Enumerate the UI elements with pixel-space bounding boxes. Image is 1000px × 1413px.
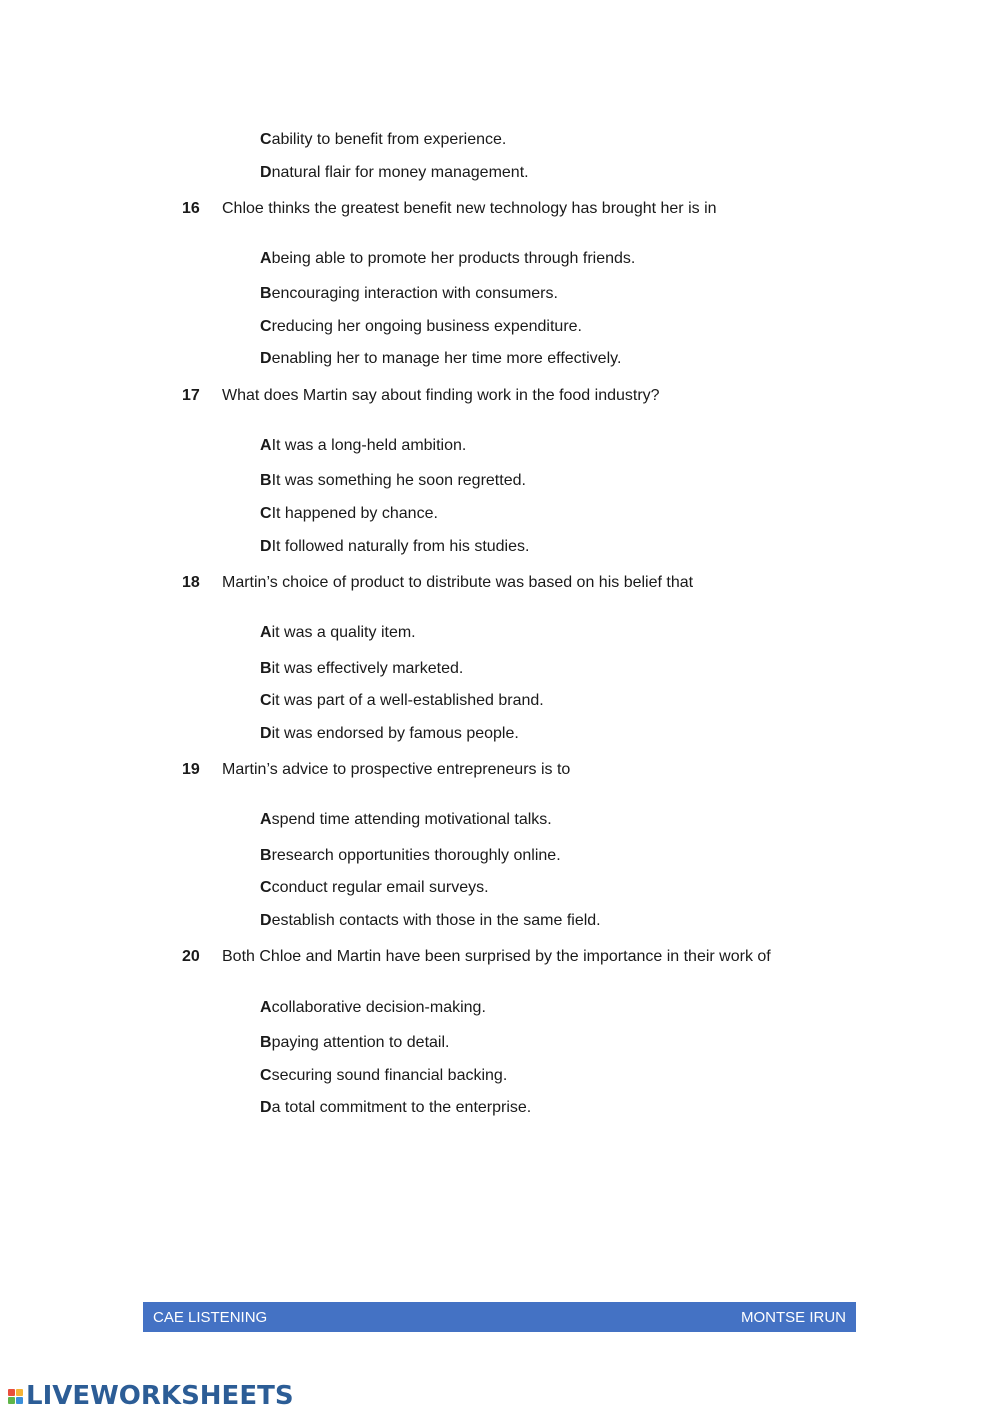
- option-d[interactable]: Dit was endorsed by famous people.: [260, 725, 519, 742]
- option-c[interactable]: Cit was part of a well-established brand.: [260, 692, 544, 709]
- option-b[interactable]: BIt was something he soon regretted.: [260, 472, 526, 489]
- option-c[interactable]: Cconduct regular email surveys.: [260, 879, 489, 896]
- option-a[interactable]: Ait was a quality item.: [260, 624, 416, 641]
- question-text: Both Chloe and Martin have been surprised by the importance in their work of: [222, 948, 771, 965]
- option-c[interactable]: Creducing her ongoing business expenditure.: [260, 318, 582, 335]
- footer-bar: [143, 1302, 856, 1332]
- footer-author-label: MONTSE IRUN: [741, 1309, 846, 1326]
- option-b[interactable]: Bpaying attention to detail.: [260, 1034, 450, 1051]
- option-d[interactable]: Destablish contacts with those in the same field.: [260, 912, 601, 929]
- option-c[interactable]: CIt happened by chance.: [260, 505, 438, 522]
- question-text: What does Martin say about finding work in the food industry?: [222, 387, 660, 404]
- option-a[interactable]: AIt was a long-held ambition.: [260, 437, 467, 454]
- option-b[interactable]: Bit was effectively marketed.: [260, 660, 464, 677]
- option-c[interactable]: Csecuring sound financial backing.: [260, 1067, 508, 1084]
- option-d[interactable]: DIt followed naturally from his studies.: [260, 538, 530, 555]
- logo-blocks-icon: [8, 1389, 23, 1404]
- question-number: 18: [182, 574, 200, 591]
- option-a[interactable]: Abeing able to promote her products through friends.: [260, 250, 636, 267]
- question-text: Martin’s advice to prospective entrepreneurs is to: [222, 761, 571, 778]
- question-number: 20: [182, 948, 200, 965]
- option-b[interactable]: Bresearch opportunities thoroughly online.: [260, 847, 561, 864]
- logo-text: LIVEWORKSHEETS: [26, 1381, 294, 1411]
- question-number: 16: [182, 200, 200, 217]
- option-b[interactable]: Bencouraging interaction with consumers.: [260, 285, 558, 302]
- question-text: Chloe thinks the greatest benefit new technology has brought her is in: [222, 200, 717, 217]
- liveworksheets-logo[interactable]: [8, 1381, 294, 1411]
- option-a[interactable]: Acollaborative decision-making.: [260, 999, 486, 1016]
- option-c-continued: Cability to benefit from experience.: [260, 131, 507, 148]
- option-a[interactable]: Aspend time attending motivational talks.: [260, 811, 552, 828]
- option-d[interactable]: Da total commitment to the enterprise.: [260, 1099, 532, 1116]
- question-number: 17: [182, 387, 200, 404]
- option-d-continued: Dnatural flair for money management.: [260, 164, 529, 181]
- question-text: Martin’s choice of product to distribute was based on his belief that: [222, 574, 694, 591]
- option-d[interactable]: Denabling her to manage her time more effectively.: [260, 350, 622, 367]
- question-number: 19: [182, 761, 200, 778]
- footer-course-label: CAE LISTENING: [153, 1309, 268, 1326]
